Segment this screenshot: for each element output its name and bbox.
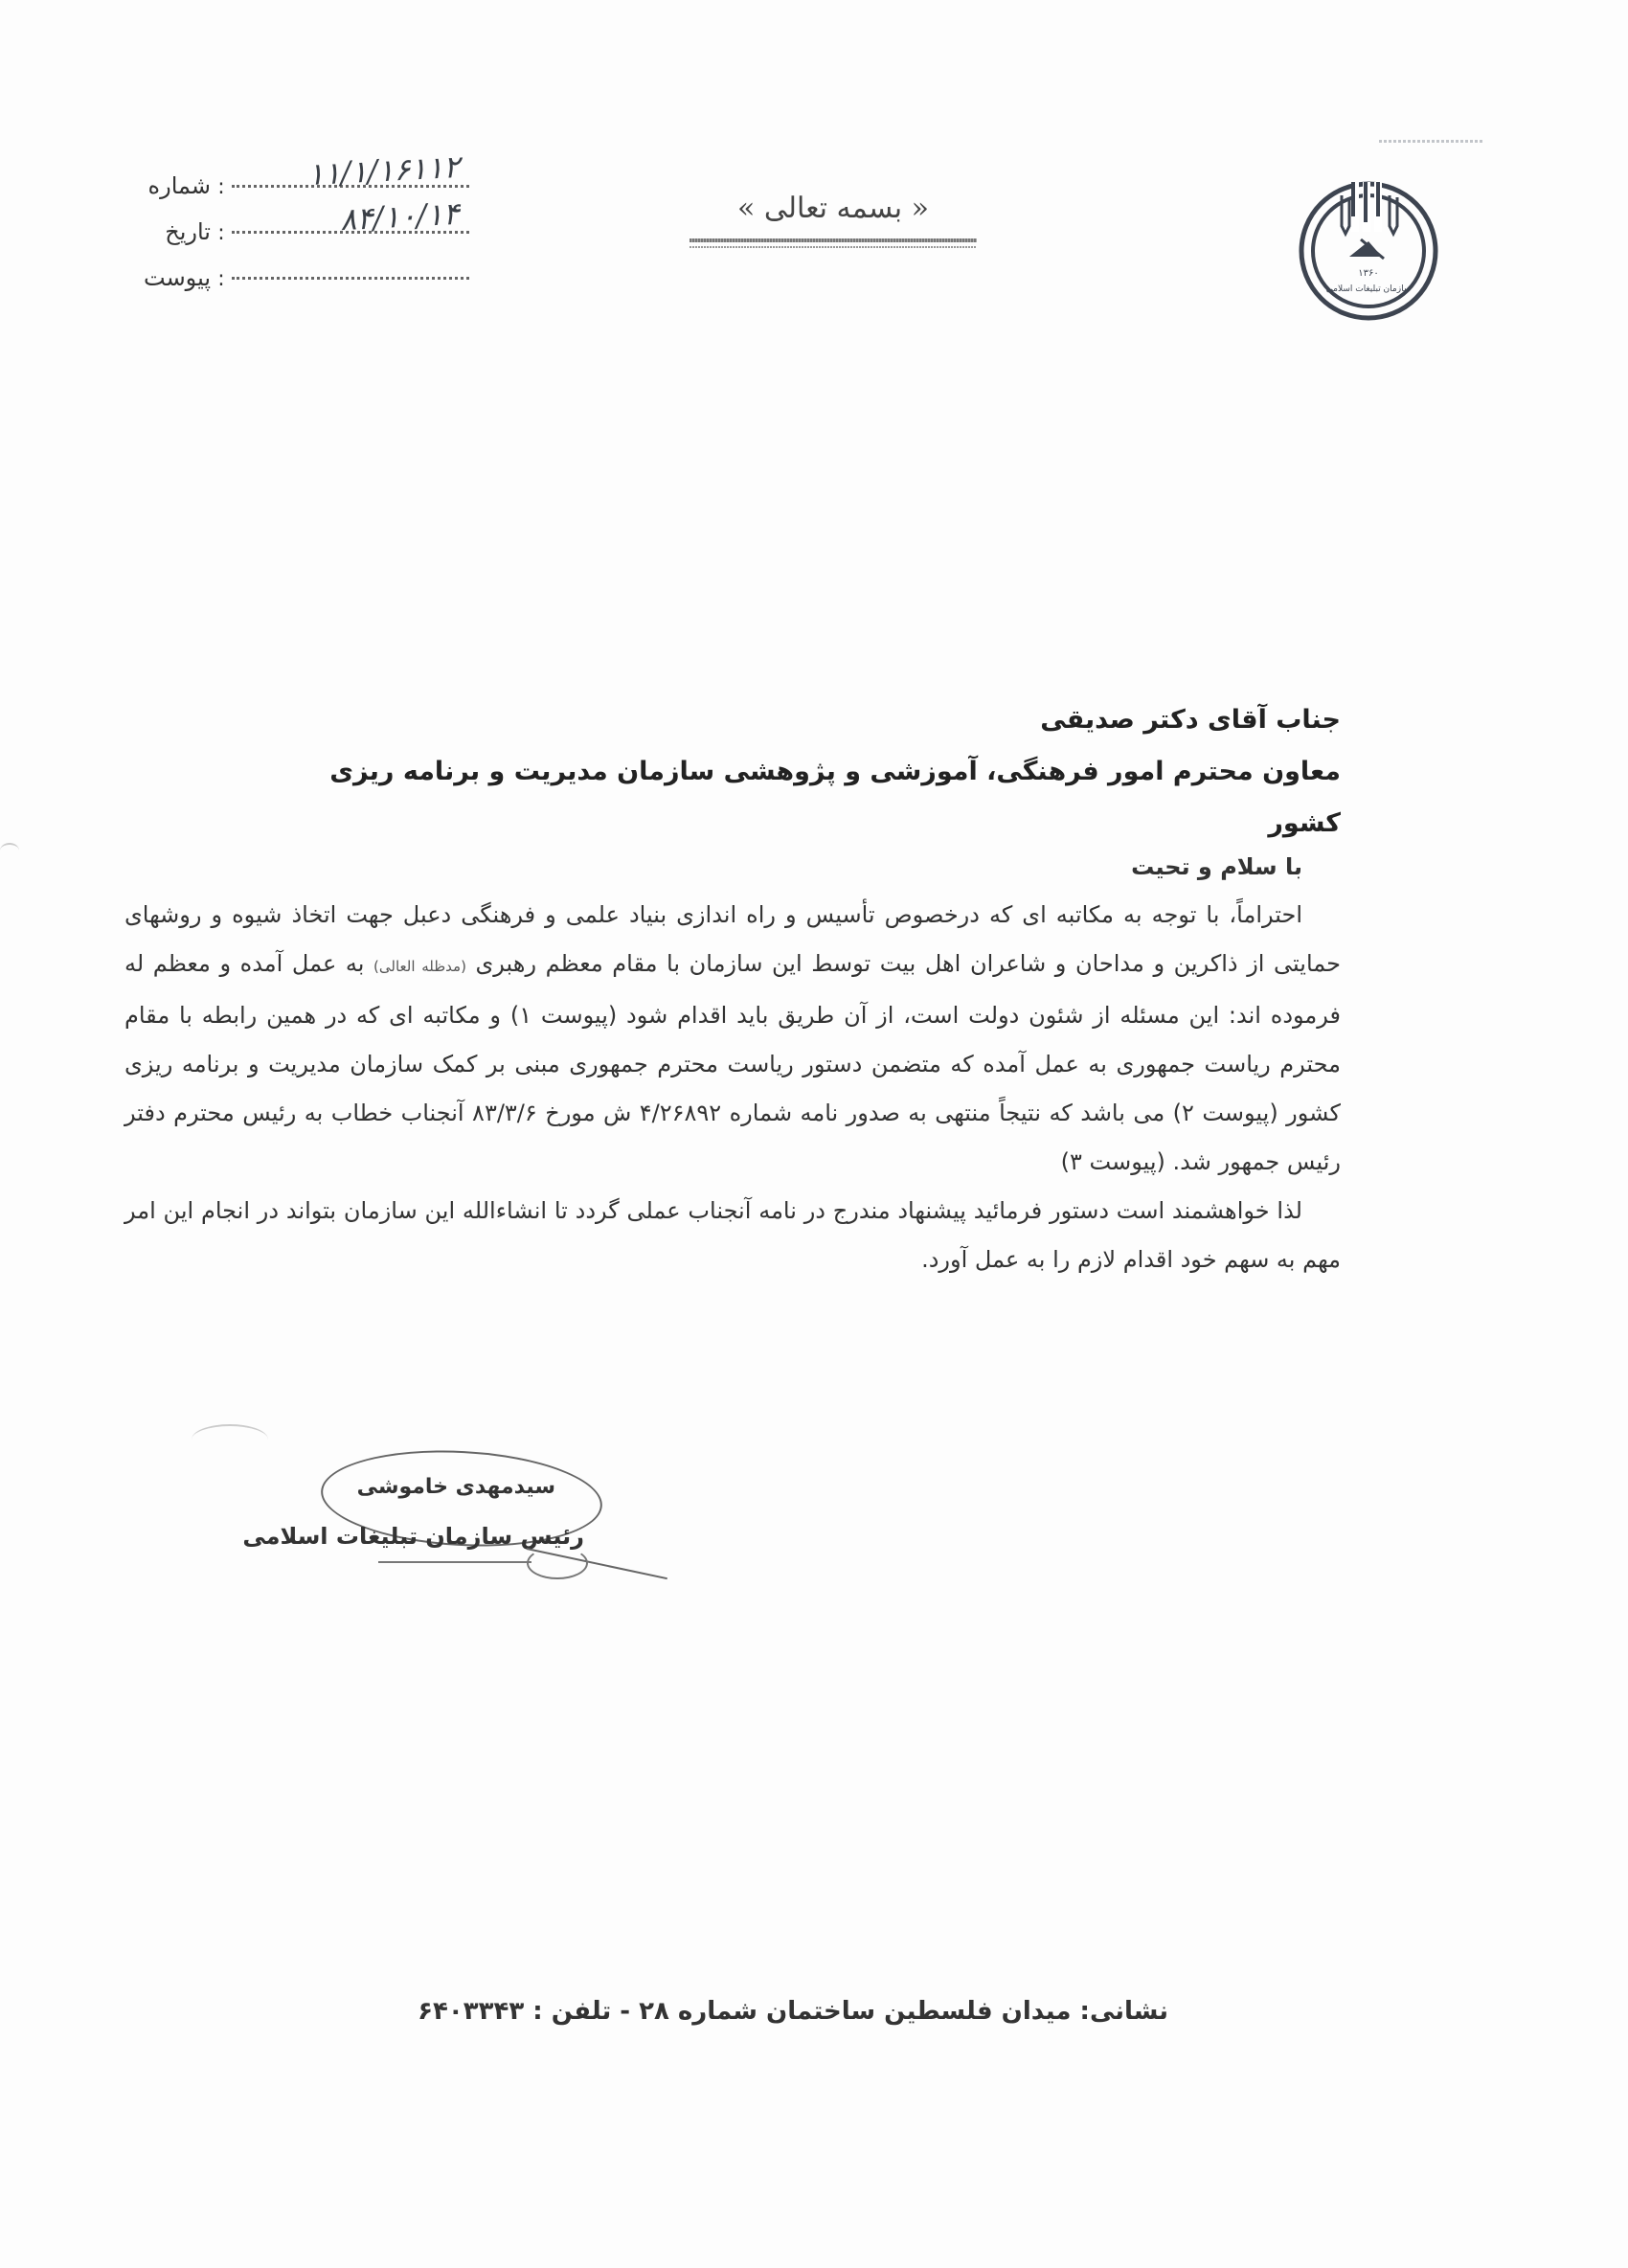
addressee-position: معاون محترم امور فرهنگی، آموزشی و پژوهشی سازمان مدیریت و برنامه ریزی کشور	[329, 757, 1341, 838]
invocation-heading	[675, 192, 991, 248]
date-label: تاریخ	[165, 218, 211, 245]
number-label: شماره	[147, 172, 211, 199]
divider	[690, 238, 977, 242]
paragraph-1	[124, 891, 1341, 1187]
scan-artifact	[0, 843, 19, 858]
number-value: ۱۱/۱/۱۶۱۱۲	[306, 147, 461, 193]
signatory-name: سیدمهدی خاموشی	[356, 1475, 555, 1499]
attachment-field	[124, 245, 469, 291]
divider	[690, 246, 977, 248]
colon: :	[217, 267, 225, 291]
addressee-name: جناب آقای دکتر صدیقی	[1040, 705, 1341, 735]
signature-stroke	[378, 1561, 531, 1563]
paragraph-1-part-2: به عمل آمده و معظم له فرموده اند: این مسئله از شئون دولت است، از آن طریق باید اقدام شود (پیوست ۱) و مکاتبه ای که در همین رابطه با مقام محترم ریاست جمهوری به عمل آمده که متضمن دستور ریاست محترم جمهوری مبنی بر کمک سازمان مدیریت و برنامه ریزی کشور (پیوست ۲) می باشد که نتیجاً منتهی به صدور نامه شماره ۴/۲۶۸۹۲ ش مورخ ۸۳/۳/۶ آنجناب خطاب به رئیس محترم دفتر رئیس جمهور شد. (پیوست ۳)	[124, 950, 1341, 1175]
honorific: (مدظله العالی)	[373, 958, 466, 975]
footer-address: نشانی: میدان فلسطین ساختمان شماره ۲۸ - تلفن : ۶۴۰۳۳۴۳	[418, 1997, 1168, 2026]
number-field	[124, 147, 469, 199]
addressee-block	[287, 694, 1341, 850]
signatory-title: رئیس سازمان تبلیغات اسلامی	[242, 1523, 584, 1550]
colon: :	[217, 221, 225, 245]
colon: :	[217, 175, 225, 199]
letter-metadata	[124, 147, 469, 291]
emblem-year: ۱۳۶۰	[1358, 268, 1379, 279]
scan-artifact	[1379, 140, 1484, 143]
greeting: با سلام و تحیت	[1131, 853, 1302, 880]
invocation-text: « بسمه تعالی »	[737, 192, 929, 225]
paragraph-2: لذا خواهشمند است دستور فرمائید پیشنهاد مندرج در نامه آنجناب عملی گردد تا انشاءالله این سازمان بتواند در انجام این امر مهم به سهم خود اقدام لازم را به عمل آورد.	[124, 1197, 1341, 1273]
scan-artifact	[192, 1424, 268, 1455]
date-value: ۸۴/۱۰/۱۴	[339, 194, 461, 238]
signature-block	[242, 1427, 622, 1590]
organization-emblem-icon	[1298, 180, 1439, 322]
paragraph-1-part-1: احتراماً، با توجه به مکاتبه ای که درخصوص تأسیس و راه اندازی بنیاد علمی و فرهنگی دعبل جهت اتخاذ شیوه و روشهای حمایتی از ذاکرین و مداحان و شاعران اهل بیت توسط این سازمان با مقام معظم رهبری	[124, 901, 1341, 977]
letter-body	[124, 843, 1341, 1284]
attachment-label: پیوست	[144, 264, 211, 291]
emblem-caption: سازمان تبلیغات اسلامی	[1325, 284, 1412, 294]
number-line	[232, 147, 469, 193]
attachment-line	[232, 248, 469, 280]
signature-stroke	[527, 1547, 588, 1579]
date-field	[124, 194, 469, 245]
date-line	[232, 194, 469, 238]
